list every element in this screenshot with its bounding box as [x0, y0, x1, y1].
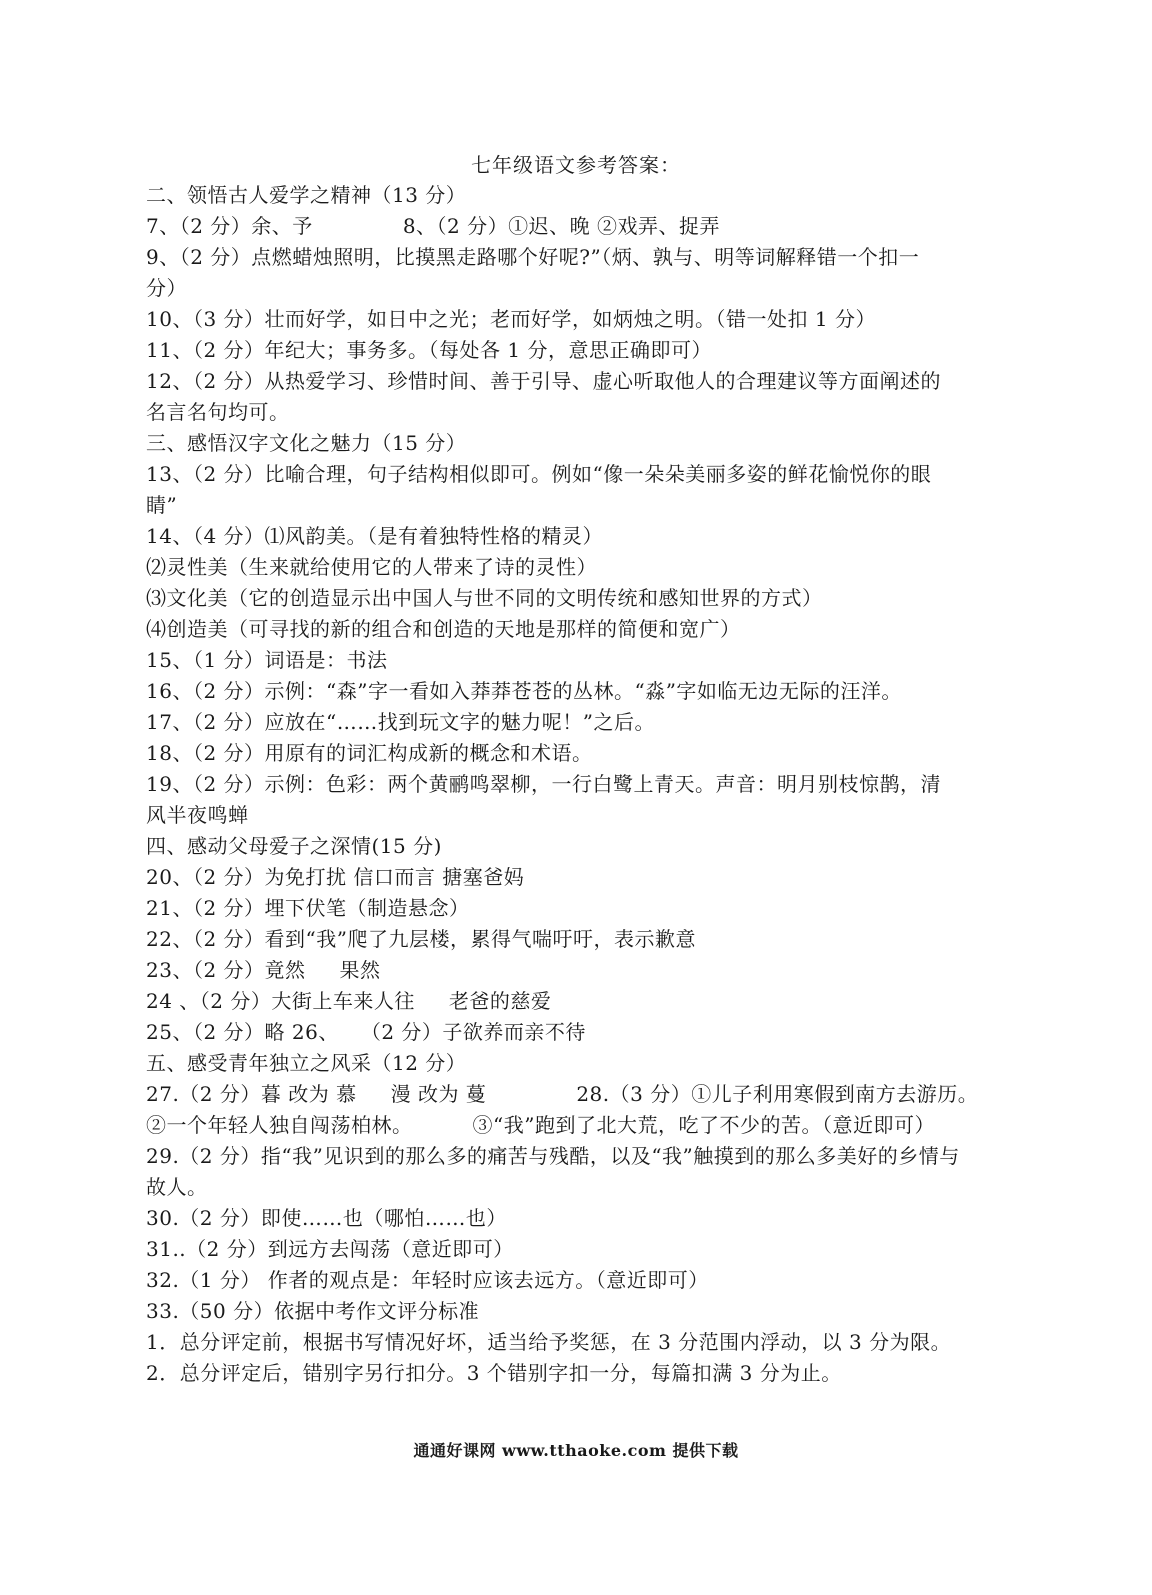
page-title: 七年级语文参考答案：	[471, 153, 681, 177]
answer-line	[146, 1110, 996, 1141]
answer-21: 21、（2 分）埋下伏笔（制造悬念）	[146, 896, 470, 920]
answer-17: 17、（2 分）应放在“……找到玩文字的魅力呢！”之后。	[146, 710, 655, 734]
answer-28-part: ③“我”跑到了北大荒，吃了不少的苦。（意近即可）	[472, 1113, 935, 1137]
answer-line	[146, 986, 996, 1017]
answer-30: 30.（2 分）即使……也（哪怕……也）	[146, 1206, 507, 1230]
answer-24-part: 老爸的慈爱	[448, 989, 552, 1013]
section-heading: 五、感受青年独立之风采（12 分）	[146, 1051, 467, 1075]
answer-12-cont: 名言名句均可。	[146, 400, 290, 424]
answer-31: 31..（2 分）到远方去闯荡（意近即可）	[146, 1237, 514, 1261]
section-heading: 四、感动父母爱子之深情(15 分)	[146, 834, 442, 858]
answer-9-cont: 分）	[146, 276, 187, 300]
answer-14: 14、（4 分）⑴风韵美。（是有着独特性格的精灵）	[146, 524, 604, 548]
answer-14-item: ⑵灵性美（生来就给使用它的人带来了诗的灵性）	[146, 555, 597, 579]
answer-19-cont: 风半夜鸣蝉	[146, 803, 249, 827]
answer-line	[146, 955, 996, 986]
section-heading: 三、感悟汉字文化之魅力（15 分）	[146, 431, 467, 455]
answer-13-cont: 睛”	[146, 493, 178, 517]
answer-13: 13、（2 分）比喻合理，句子结构相似即可。例如“像一朵朵美丽多姿的鲜花愉悦你的眼	[146, 462, 932, 486]
answer-28: 28.（3 分）①儿子利用寒假到南方去游历。	[576, 1082, 979, 1106]
scoring-rule: 2．总分评定后，错别字另行扣分。3 个错别字扣一分，每篇扣满 3 分为止。	[146, 1361, 842, 1385]
section-heading: 二、领悟古人爱学之精神（13 分）	[146, 183, 467, 207]
answer-29: 29.（2 分）指“我”见识到的那么多的痛苦与残酷，以及“我”触摸到的那么多美好的乡情与	[146, 1144, 960, 1168]
answer-14-item: ⑷创造美（可寻找的新的组合和创造的天地是那样的简便和宽广）	[146, 617, 741, 641]
scoring-rule: 1．总分评定前，根据书写情况好坏，适当给予奖惩，在 3 分范围内浮动，以 3 分为限。	[146, 1330, 952, 1354]
answer-20: 20、（2 分）为免打扰 信口而言 搪塞爸妈	[146, 865, 525, 889]
answer-11: 11、（2 分）年纪大；事务多。（每处各 1 分，意思正确即可）	[146, 338, 712, 362]
answer-27: 27.（2 分）暮 改为 慕	[146, 1082, 357, 1106]
answer-26: （2 分）子欲养而亲不待	[360, 1020, 586, 1044]
answer-15: 15、（1 分）词语是：书法	[146, 648, 388, 672]
answer-33: 33.（50 分）依据中考作文评分标准	[146, 1299, 480, 1323]
answer-25-text: 25、（2 分）略 26、	[146, 1020, 339, 1044]
answer-7: 7、（2 分）余、予	[146, 214, 313, 238]
answer-8: 8、（2 分）①迟、晚 ②戏弄、捉弄	[402, 214, 720, 238]
answer-14-item: ⑶文化美（它的创造显示出中国人与世不同的文明传统和感知世界的方式）	[146, 586, 823, 610]
answer-22: 22、（2 分）看到“我”爬了九层楼，累得气喘吁吁，表示歉意	[146, 927, 696, 951]
answer-27-part: 漫 改为 蔓	[390, 1082, 487, 1106]
answer-9: 9、（2 分）点燃蜡烛照明，比摸黑走路哪个好呢?”（炳、孰与、明等词解释错一个扣一	[146, 245, 920, 269]
answer-10: 10、（3 分）壮而好学，如日中之光；老而好学，如炳烛之明。（错一处扣 1 分）	[146, 307, 876, 331]
answer-12: 12、（2 分）从热爱学习、珍惜时间、善于引导、虚心听取他人的合理建议等方面阐述的	[146, 369, 942, 393]
answer-content	[146, 180, 996, 1389]
answer-18: 18、（2 分）用原有的词汇构成新的概念和术语。	[146, 741, 593, 765]
answer-16: 16、（2 分）示例：“森”字一看如入莽莽苍苍的丛林。“淼”字如临无边无际的汪洋。	[146, 679, 902, 703]
footer-source: 通通好课网 www.tthaoke.com 提供下载	[413, 1441, 739, 1460]
answer-line	[146, 1017, 996, 1048]
answer-28-part: ②一个年轻人独自闯荡柏林。	[146, 1113, 413, 1137]
answer-32: 32.（1 分） 作者的观点是：年轻时应该去远方。（意近即可）	[146, 1268, 709, 1292]
answer-24: 24 、（2 分）大街上车来人往	[146, 989, 415, 1013]
answer-line	[146, 211, 996, 242]
answer-23-part: 果然	[339, 958, 381, 982]
answer-29-cont: 故人。	[146, 1175, 208, 1199]
answer-19: 19、（2 分）示例：色彩：两个黄鹂鸣翠柳，一行白鹭上青天。声音：明月别枝惊鹊，清	[146, 772, 942, 796]
answer-23: 23、（2 分）竟然	[146, 958, 306, 982]
answer-line	[146, 1079, 996, 1110]
